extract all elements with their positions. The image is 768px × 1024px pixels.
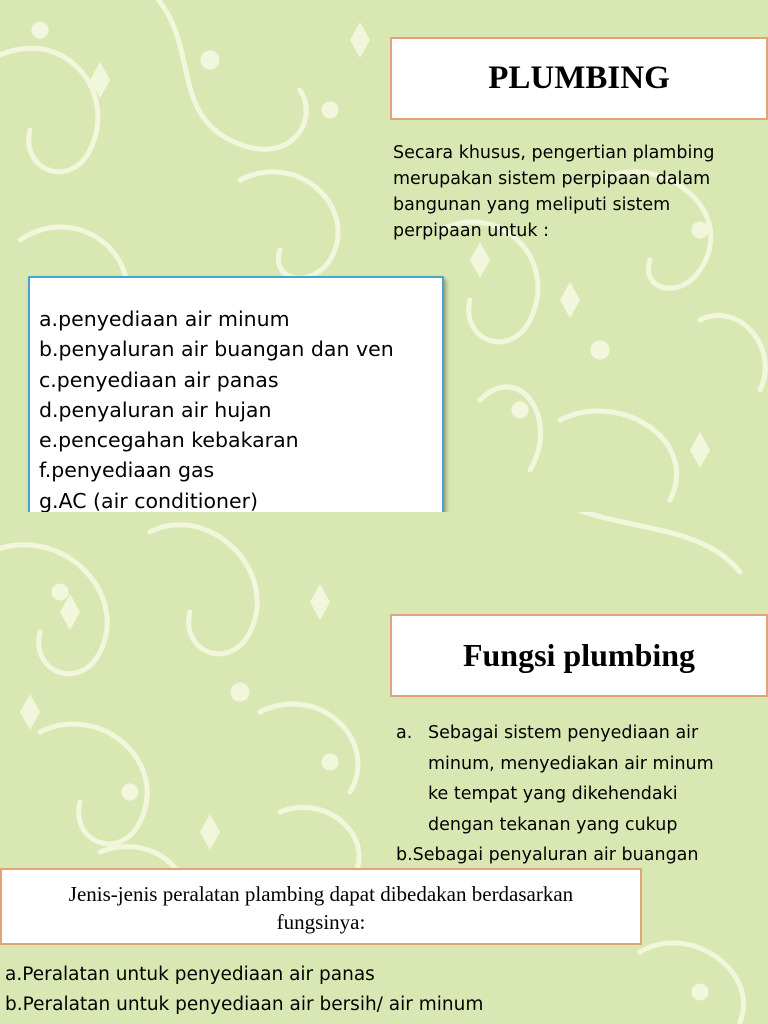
intro-line: perpipaan untuk : <box>393 221 549 241</box>
fungsi-item-a <box>396 718 768 840</box>
intro-line: Secara khusus, pengertian plambing <box>393 143 715 163</box>
jenis-list-item: b.Peralatan untuk penyediaan air bersih/ air minum <box>5 994 484 1015</box>
list-item: g.AC (air conditioner) <box>39 488 259 512</box>
slide-fungsi-plumbing <box>0 512 768 1024</box>
slide-title-plumbing: PLUMBING <box>390 37 768 120</box>
jenis-heading-line: fungsinya: <box>276 910 366 934</box>
list-item: c.penyediaan air panas <box>39 367 279 392</box>
slide-title-fungsi-plumbing: Fungsi plumbing <box>390 614 768 697</box>
fungsi-line: Sebagai sistem penyediaan air <box>428 723 699 743</box>
list-item: b.penyaluran air buangan dan ven <box>39 337 394 362</box>
jenis-list <box>5 960 768 1020</box>
list-item: d.penyaluran air hujan <box>39 397 272 422</box>
intro-paragraph <box>393 140 763 244</box>
jenis-heading-line: Jenis-jenis peralatan plambing dapat dibedakan berdasarkan <box>68 882 574 906</box>
plumbing-systems-list <box>28 276 444 512</box>
fungsi-list <box>396 718 768 871</box>
intro-line: merupakan sistem perpipaan dalam <box>393 169 711 189</box>
intro-line: bangunan yang meliputi sistem <box>393 195 671 215</box>
fungsi-item-marker: a. <box>396 723 413 743</box>
list-item: a.penyediaan air minum <box>39 307 290 331</box>
list-item: e.pencegahan kebakaran <box>39 428 299 453</box>
fungsi-line: ke tempat yang dikehendaki <box>428 784 678 804</box>
fungsi-line: dengan tekanan yang cukup <box>428 814 678 835</box>
list-item: f.penyediaan gas <box>39 458 215 483</box>
fungsi-line: minum, menyediakan air minum <box>428 753 714 774</box>
jenis-heading-box <box>0 868 642 945</box>
jenis-list-item: a.Peralatan untuk penyediaan air panas <box>5 964 375 985</box>
fungsi-item-b: b.Sebagai penyaluran air buangan <box>396 845 699 865</box>
